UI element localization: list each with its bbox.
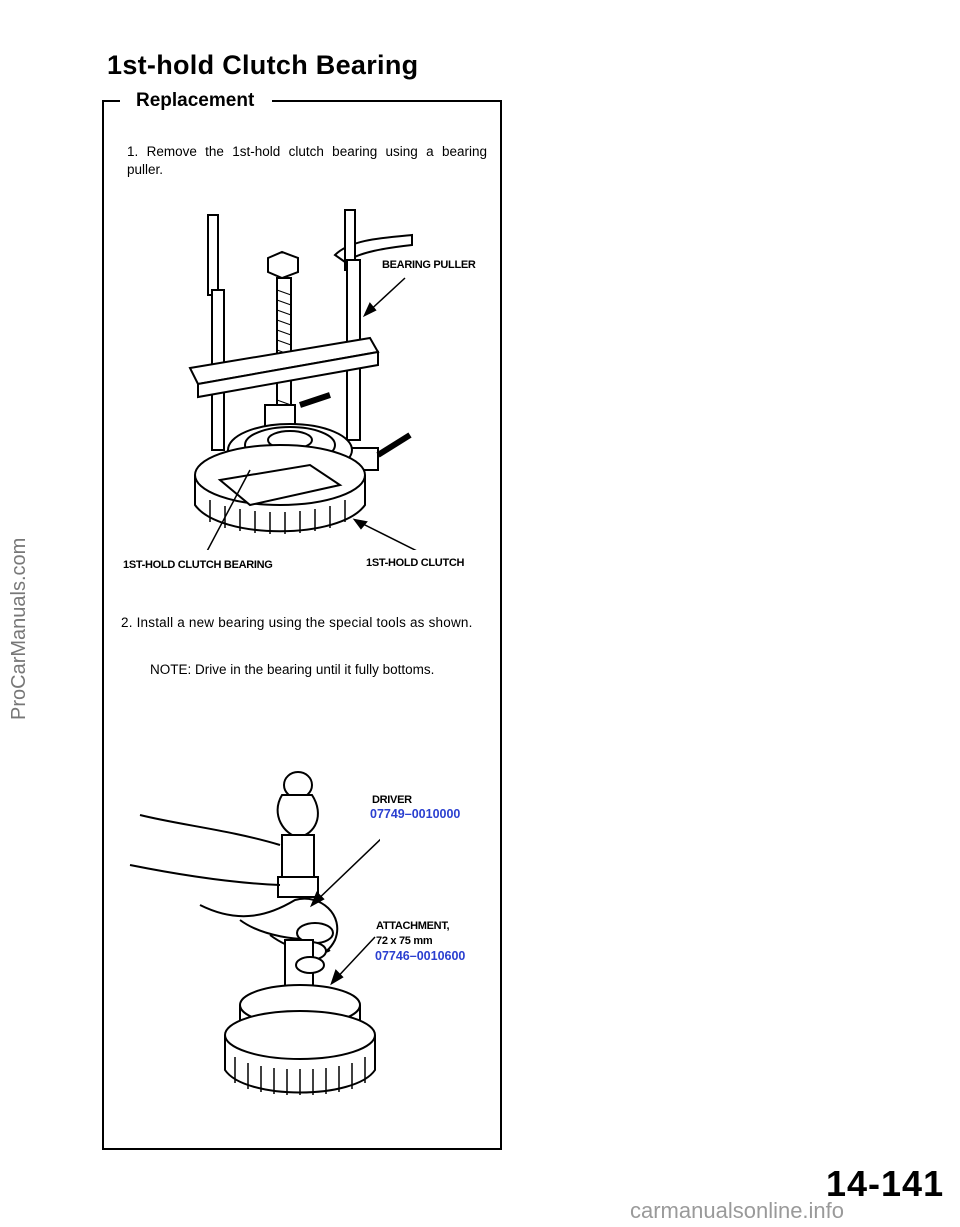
label-bearing-puller: BEARING PULLER xyxy=(382,259,476,271)
driver-part-number: 07749–0010000 xyxy=(370,807,461,821)
panel-top-border-left xyxy=(102,100,120,102)
bottom-watermark: carmanualsonline.info xyxy=(630,1198,845,1223)
section-heading: Replacement xyxy=(136,90,255,111)
side-watermark: ProCarManuals.com xyxy=(8,537,30,720)
label-driver: DRIVER xyxy=(372,794,412,806)
step-1-text: 1. Remove the 1st-hold clutch bearing using a bearing puller. xyxy=(127,144,487,177)
step-2-text: 2. Install a new bearing using the special tools as shown. xyxy=(121,615,473,630)
page-number: 14-141 xyxy=(826,1163,945,1204)
page-title: 1st-hold Clutch Bearing xyxy=(107,50,419,80)
attachment-part-number: 07746–0010600 xyxy=(375,949,466,963)
step-2-note: NOTE: Drive in the bearing until it fully bottoms. xyxy=(150,662,435,677)
driver-attachment-illustration xyxy=(120,765,380,1105)
label-clutch: 1ST-HOLD CLUTCH xyxy=(366,557,465,569)
label-attachment: ATTACHMENT, xyxy=(376,920,450,932)
panel-top-border-right xyxy=(272,100,500,102)
label-attachment-size: 72 x 75 mm xyxy=(376,935,433,947)
bearing-puller-illustration xyxy=(180,200,500,550)
label-clutch-bearing: 1ST-HOLD CLUTCH BEARING xyxy=(123,559,273,571)
